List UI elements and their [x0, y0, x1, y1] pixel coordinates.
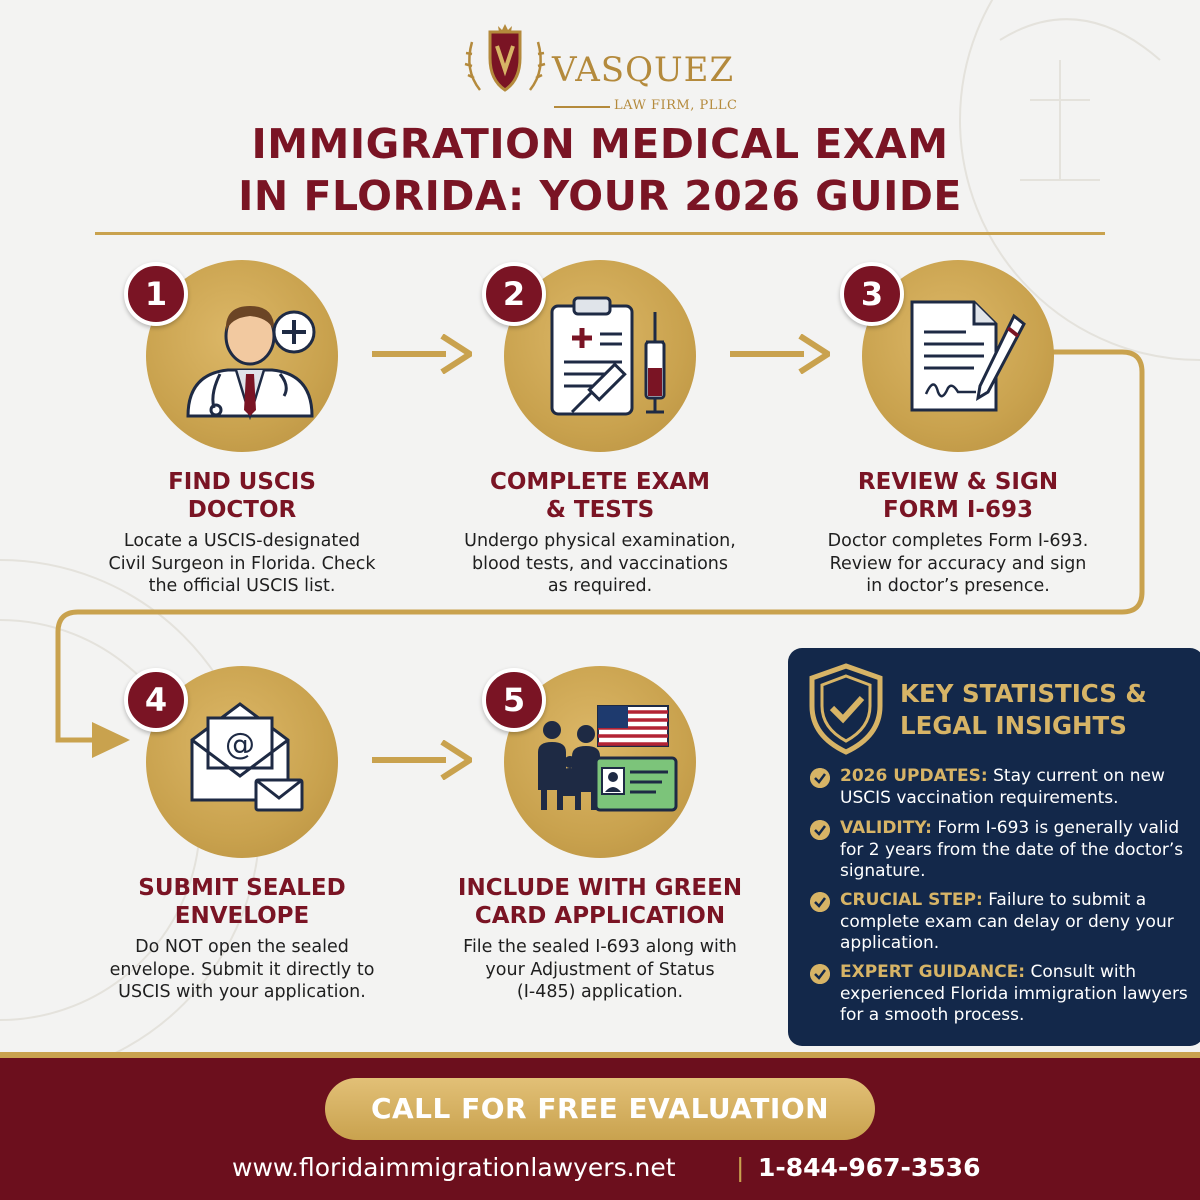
check-circle-icon	[810, 964, 830, 984]
step-5-description	[430, 936, 770, 1004]
step-5-title-line-1: INCLUDE WITH GREEN	[457, 875, 743, 901]
step-3-description	[788, 530, 1128, 598]
stat-text	[840, 818, 1190, 883]
step-2-title-line-2: & TESTS	[545, 497, 655, 523]
document-pen-icon	[904, 296, 1028, 416]
step-1-desc-line-2: Civil Surgeon in Florida. Check	[108, 553, 376, 574]
stat-label: 2026 UPDATES:	[840, 766, 988, 786]
stat-label: CRUCIAL STEP:	[840, 890, 983, 910]
step-3-title	[788, 468, 1128, 524]
stat-label: EXPERT GUIDANCE:	[840, 962, 1026, 982]
step-4-desc-line-1: Do NOT open the sealed	[135, 937, 349, 957]
stats-title-line-2: LEGAL INSIGHTS	[900, 711, 1127, 740]
website-link[interactable]: www.floridaimmigrationlawyers.net	[232, 1153, 676, 1182]
step-4-desc-line-2: envelope. Submit it directly to	[109, 959, 375, 980]
family-flag-card-icon	[530, 700, 680, 816]
firm-subtitle: LAW FIRM, PLLC	[614, 98, 738, 113]
stat-text	[840, 766, 1190, 809]
step-2-title-line-1: COMPLETE EXAM	[489, 469, 711, 495]
envelope-icon	[186, 696, 306, 814]
stat-body: Failure to submit a complete exam can delay or deny your application.	[840, 890, 1174, 953]
step-2-number: 2	[482, 262, 546, 326]
firm-name: VASQUEZ	[552, 50, 735, 90]
step-4-number: 4	[124, 668, 188, 732]
step-4-title-line-2: ENVELOPE	[174, 903, 310, 929]
arrow-right-icon	[368, 740, 472, 780]
step-1-description	[72, 530, 412, 598]
step-1-number: 1	[124, 262, 188, 326]
step-5-title-line-2: CARD APPLICATION	[474, 903, 726, 929]
step-5-title	[430, 874, 770, 930]
step-2-desc-line-1: Undergo physical examination,	[464, 531, 736, 551]
step-5-desc-line-3: (I-485) application.	[516, 982, 684, 1002]
stat-body: Stay current on new USCIS vaccination requirements.	[840, 766, 1165, 808]
step-1-title-line-1: FIND USCIS	[168, 469, 316, 495]
step-2-desc-line-3: as required.	[547, 576, 653, 596]
stat-text	[840, 962, 1190, 1027]
step-1-title-line-2: DOCTOR	[187, 497, 297, 523]
svg-text:@: @	[225, 727, 255, 762]
check-circle-icon	[810, 768, 830, 788]
step-5-desc-line-1: File the sealed I-693 along with	[463, 937, 737, 957]
step-2-desc-line-2: blood tests, and vaccinations	[471, 553, 729, 574]
doctor-icon	[180, 290, 320, 420]
stat-text	[840, 890, 1190, 955]
step-2-title	[430, 468, 770, 524]
clipboard-syringe-icon	[542, 292, 672, 420]
arrow-right-icon	[368, 334, 472, 374]
step-3-title-line-2: FORM I-693	[883, 497, 1033, 523]
title-line-1: IMMIGRATION MEDICAL EXAM	[251, 120, 949, 168]
phone-number-link[interactable]: 1-844-967-3536	[758, 1153, 981, 1182]
step-4-title	[72, 874, 412, 930]
shield-check-icon	[806, 662, 886, 756]
step-1-desc-line-1: Locate a USCIS-designated	[123, 531, 361, 551]
step-3-title-line-1: REVIEW & SIGN	[857, 469, 1059, 495]
step-3-desc-line-2: Review for accuracy and sign	[829, 553, 1087, 574]
step-4-title-line-1: SUBMIT SEALED	[138, 875, 346, 901]
check-circle-icon	[810, 892, 830, 912]
step-5-desc-line-2: your Adjustment of Status	[485, 959, 715, 980]
step-3-desc-line-1: Doctor completes Form I-693.	[827, 531, 1089, 551]
step-2-description	[430, 530, 770, 598]
step-1-desc-line-3: the official USCIS list.	[148, 576, 336, 596]
stat-label: VALIDITY:	[840, 818, 932, 838]
step-3-desc-line-3: in doctor’s presence.	[866, 576, 1050, 596]
step-4-desc-line-3: USCIS with your application.	[118, 982, 366, 1002]
step-1-title	[72, 468, 412, 524]
step-3-number: 3	[840, 262, 904, 326]
free-evaluation-button[interactable]: CALL FOR FREE EVALUATION	[325, 1078, 875, 1140]
stat-body: Consult with experienced Florida immigration lawyers for a smooth process.	[840, 962, 1188, 1025]
stats-title	[900, 678, 1190, 742]
footer-separator: |	[736, 1153, 745, 1182]
check-circle-icon	[810, 820, 830, 840]
title-line-2: IN FLORIDA: YOUR 2026 GUIDE	[238, 172, 962, 220]
key-statistics-panel	[788, 648, 1200, 1046]
stat-body: Form I-693 is generally valid for 2 years from the date of the doctor’s signature.	[840, 818, 1184, 881]
step-4-description	[72, 936, 412, 1004]
step-5-number: 5	[482, 668, 546, 732]
stats-title-line-1: KEY STATISTICS &	[900, 679, 1147, 708]
arrow-right-icon	[726, 334, 830, 374]
